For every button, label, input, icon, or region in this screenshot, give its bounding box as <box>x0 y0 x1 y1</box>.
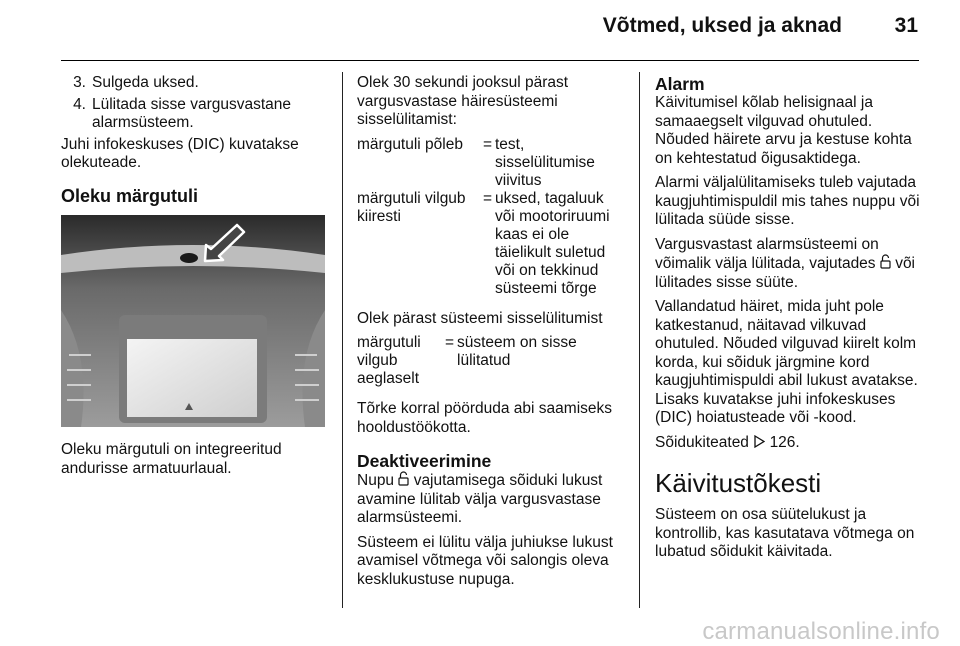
list-item: 4. Lülitada sisse vargusvastane alarmsüsteem. <box>73 95 292 131</box>
section-heading: Deaktiveerimine <box>357 451 492 471</box>
paragraph: Tõrke korral pöörduda abi saamiseks hooldustöökotta. <box>357 400 613 436</box>
status-table <box>357 334 627 388</box>
status-table <box>357 136 627 298</box>
page-ref-icon <box>753 435 765 448</box>
section-heading: Käivitustõkesti <box>655 468 822 498</box>
status-value: uksed, tagaluuk või mootoriruumi kaas ei ole täielikult suletud või on tekkinud süsteemi tõrge <box>495 189 610 297</box>
paragraph: Süsteem on osa süütelukust ja kontrollib, kas kasutatava võtmega on lubatud sõidukit käivitada. <box>655 506 915 560</box>
dashboard-indicator-figure <box>61 215 325 427</box>
status-value: test, sisselülitumise viivitus <box>495 135 595 189</box>
column-divider <box>639 72 640 608</box>
column-divider <box>342 72 343 608</box>
status-eq: = <box>483 189 493 207</box>
watermark: carmanualsonline.info <box>702 618 940 645</box>
paragraph: Süsteem ei lülitu välja juhiukse lukust avamisel võtmega või salongis oleva kesklukustuse nupuga. <box>357 533 613 588</box>
paragraph: Vallandatud häiret, mida juht pole katkestanud, näitavad vilkuvad ohutuled. Nõuded vilguvad kiirelt kolm korda, kui sõiduk järgmine kord kaugjuhtimispuldi abil lukust avatakse. Lisaks kuvatakse juhi infokeskuses (DIC) hoiatusteade või -kood. <box>655 298 918 426</box>
section-heading: Oleku märgutuli <box>61 185 199 206</box>
paragraph: Olek pärast süsteemi sisselülitumist <box>357 309 603 327</box>
cross-reference: Sõidukiteated 126. <box>655 433 800 451</box>
status-key: märgutuli vilgub kiiresti <box>357 189 466 225</box>
paragraph: Nupu vajutamisega sõiduki lukust avamine lülitab välja vargusvastase alarmsüsteemi. <box>357 472 603 526</box>
page-number: 31 <box>894 14 918 37</box>
paragraph: Käivitumisel kõlab helisignaal ja samaaegselt vilguvad ohutuled. Nõuded häirete arvu ja kestuse kohta on kehtestatud õigusaktidega. <box>655 94 912 167</box>
list-item: 3. Sulgeda uksed. <box>73 74 199 91</box>
status-eq: = <box>445 334 455 351</box>
column-1 <box>61 74 327 484</box>
figure-caption: Oleku märgutuli on integreeritud andurisse armatuurlaual. <box>61 441 282 477</box>
header-rule <box>61 60 919 61</box>
column-3 <box>655 74 925 568</box>
status-key: märgutuli vilgub aeglaselt <box>357 334 421 387</box>
paragraph: Juhi infokeskuses (DIC) kuvatakse olekuteade. <box>61 135 299 171</box>
page-header-title: Võtmed, uksed ja aknad <box>602 14 842 37</box>
unlock-icon <box>398 471 409 486</box>
status-key: märgutuli põleb <box>357 135 463 153</box>
unlock-icon <box>880 254 891 269</box>
paragraph: Vargusvastast alarmsüsteemi on võimalik välja lülitada, vajutades või lülitades sisse süüte. <box>655 235 916 291</box>
status-eq: = <box>483 135 493 153</box>
paragraph: Alarmi väljalülitamiseks tuleb vajutada kaugjuhtimispuldil mis tahes nuppu või lülitada süüde sisse. <box>655 174 920 228</box>
paragraph: Olek 30 sekundi jooksul pärast vargusvastase häiresüsteemi sisselülitamist: <box>357 74 569 128</box>
section-heading: Alarm <box>655 74 705 94</box>
column-2 <box>357 74 627 595</box>
status-value: süsteem on sisse lülitatud <box>457 334 577 369</box>
